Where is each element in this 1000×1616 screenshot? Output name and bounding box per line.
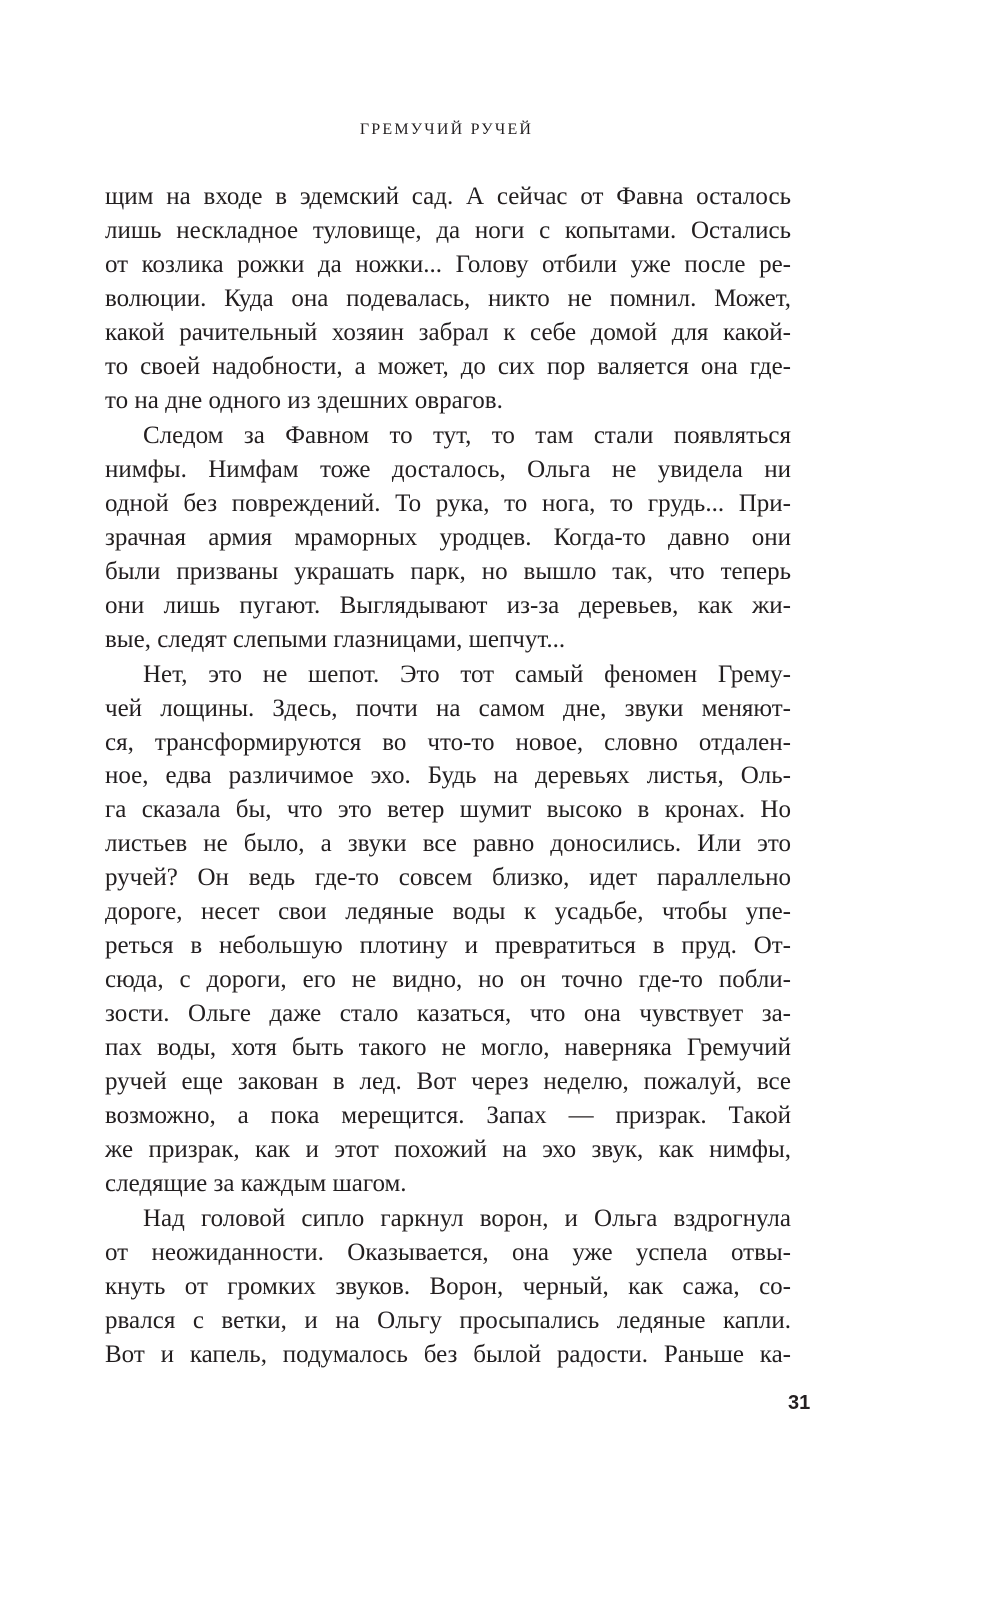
- text-line: от неожиданности. Оказывается, она уже успела отвы-: [105, 1239, 791, 1267]
- text-line: нимфы. Нимфам тоже досталось, Ольга не увидела ни: [105, 455, 791, 483]
- text-line: зрачная армия мраморных уродцев. Когда-то давно они: [105, 523, 791, 551]
- text-line: дороге, несет свои ледяные воды к усадьбе, чтобы упе-: [105, 898, 791, 926]
- text-line: вые, следят слепыми глазницами, шепчут...: [105, 625, 566, 653]
- text-line: щим на входе в эдемский сад. А сейчас от Фавна осталось: [105, 183, 791, 210]
- text-line: то на дне одного из здешних оврагов.: [105, 386, 503, 414]
- text-line: Нет, это не шепот. Это тот самый феномен Грему-: [143, 660, 791, 688]
- text-line: одной без повреждений. То рука, то нога, то грудь... При-: [105, 489, 791, 517]
- text-line: чей лощины. Здесь, почти на самом дне, звуки меняют-: [105, 694, 791, 722]
- text-line: от козлика рожки да ножки... Голову отбили уже после ре-: [105, 250, 791, 278]
- text-line: кнуть от громких звуков. Ворон, черный, как сажа, со-: [105, 1273, 791, 1300]
- text-line: возможно, а пока мерещится. Запах — призрак. Такой: [105, 1102, 791, 1130]
- text-line: же призрак, как и этот похожий на эхо звук, как нимфы,: [105, 1136, 791, 1164]
- text-line: Следом за Фавном то тут, то там стали появляться: [143, 421, 791, 449]
- text-line: Над головой сипло гаркнул ворон, и Ольга вздрогнула: [143, 1205, 791, 1233]
- page-number: 31: [788, 1392, 811, 1414]
- text-line: реться в небольшую плотину и превратиться в пруд. От-: [105, 932, 791, 960]
- body-text: [105, 180, 791, 1372]
- text-line: пах воды, хотя быть такого не могло, наверняка Гремучий: [105, 1034, 791, 1062]
- text-line: то своей надобности, а может, до сих пор валяется она где-: [105, 352, 791, 380]
- text-line: какой рачительный хозяин забрал к себе домой для какой-: [105, 318, 791, 346]
- text-line: рвался с ветки, и на Ольгу просыпались ледяные капли.: [105, 1306, 791, 1334]
- text-line: следящие за каждым шагом.: [105, 1170, 407, 1198]
- text-line: ное, едва различимое эхо. Будь на деревьях листья, Оль-: [105, 762, 791, 790]
- text-line: волюции. Куда она подевалась, никто не помнил. Может,: [105, 284, 791, 312]
- text-line: Вот и капель, подумалось без былой радости. Раньше ка-: [105, 1340, 791, 1368]
- text-line: лишь нескладное туловище, да ноги с копытами. Остались: [105, 216, 791, 244]
- running-head: ГРЕМУЧИЙ РУЧЕЙ: [359, 121, 534, 138]
- text-line: ручей? Он ведь где-то совсем близко, идет параллельно: [105, 864, 791, 892]
- text-line: сюда, с дороги, его не видно, но он точно где-то побли-: [105, 966, 791, 994]
- text-line: ся, трансформируются во что-то новое, словно отдален-: [105, 728, 791, 756]
- text-line: были призваны украшать парк, но вышло так, что теперь: [105, 557, 791, 585]
- text-line: га сказала бы, что это ветер шумит высоко в кронах. Но: [105, 796, 791, 824]
- text-line: листьев не было, а звуки все равно доносились. Или это: [105, 830, 791, 858]
- text-line: они лишь пугают. Выглядывают из-за деревьев, как жи-: [105, 591, 791, 619]
- text-line: ручей еще закован в лед. Вот через неделю, пожалуй, все: [105, 1068, 791, 1096]
- text-line: зости. Ольге даже стало казаться, что она чувствует за-: [105, 1000, 791, 1028]
